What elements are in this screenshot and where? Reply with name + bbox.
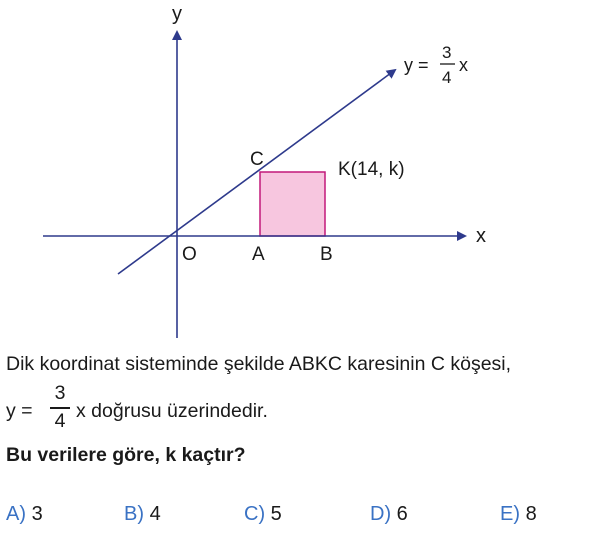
choice-e[interactable] [500, 503, 537, 526]
choice-c[interactable] [244, 503, 282, 526]
choice-value: 4 [149, 503, 161, 525]
choice-letter: D) [370, 503, 392, 525]
origin-label: O [182, 244, 197, 265]
line-label-suffix: x [459, 55, 468, 75]
equation-suffix: x doğrusu üzerindedir. [76, 400, 268, 422]
choice-letter: B) [124, 503, 144, 525]
line-label-numerator: 3 [442, 43, 452, 62]
question-text-line1: Dik koordinat sisteminde şekilde ABKC karesinin C köşesi, [6, 353, 512, 375]
fraction-denominator: 4 [54, 410, 66, 432]
choice-b[interactable] [124, 503, 161, 526]
choice-letter: E) [500, 503, 520, 525]
point-k-label: K(14, k) [338, 159, 405, 180]
question-prompt: Bu verilere göre, k kaçtır? [6, 444, 246, 466]
choice-letter: A) [6, 503, 26, 525]
choice-value: 8 [525, 503, 537, 525]
choice-value: 3 [31, 503, 43, 525]
choice-d[interactable] [370, 503, 408, 526]
point-c-label: C [250, 149, 264, 170]
choice-value: 6 [396, 503, 408, 525]
choice-letter: C) [244, 503, 266, 525]
fraction-numerator: 3 [54, 382, 66, 404]
line-label-prefix: y = [404, 55, 429, 75]
y-axis-label: y [172, 3, 182, 25]
square-abkc [260, 172, 325, 236]
equation-prefix: y = [6, 400, 33, 422]
point-b-label: B [320, 244, 333, 265]
x-axis-label: x [476, 225, 486, 247]
fraction-bar [50, 407, 70, 409]
line-label-denominator: 4 [442, 68, 452, 87]
choice-a[interactable] [6, 503, 43, 526]
choice-value: 5 [270, 503, 282, 525]
point-a-label: A [252, 244, 265, 265]
